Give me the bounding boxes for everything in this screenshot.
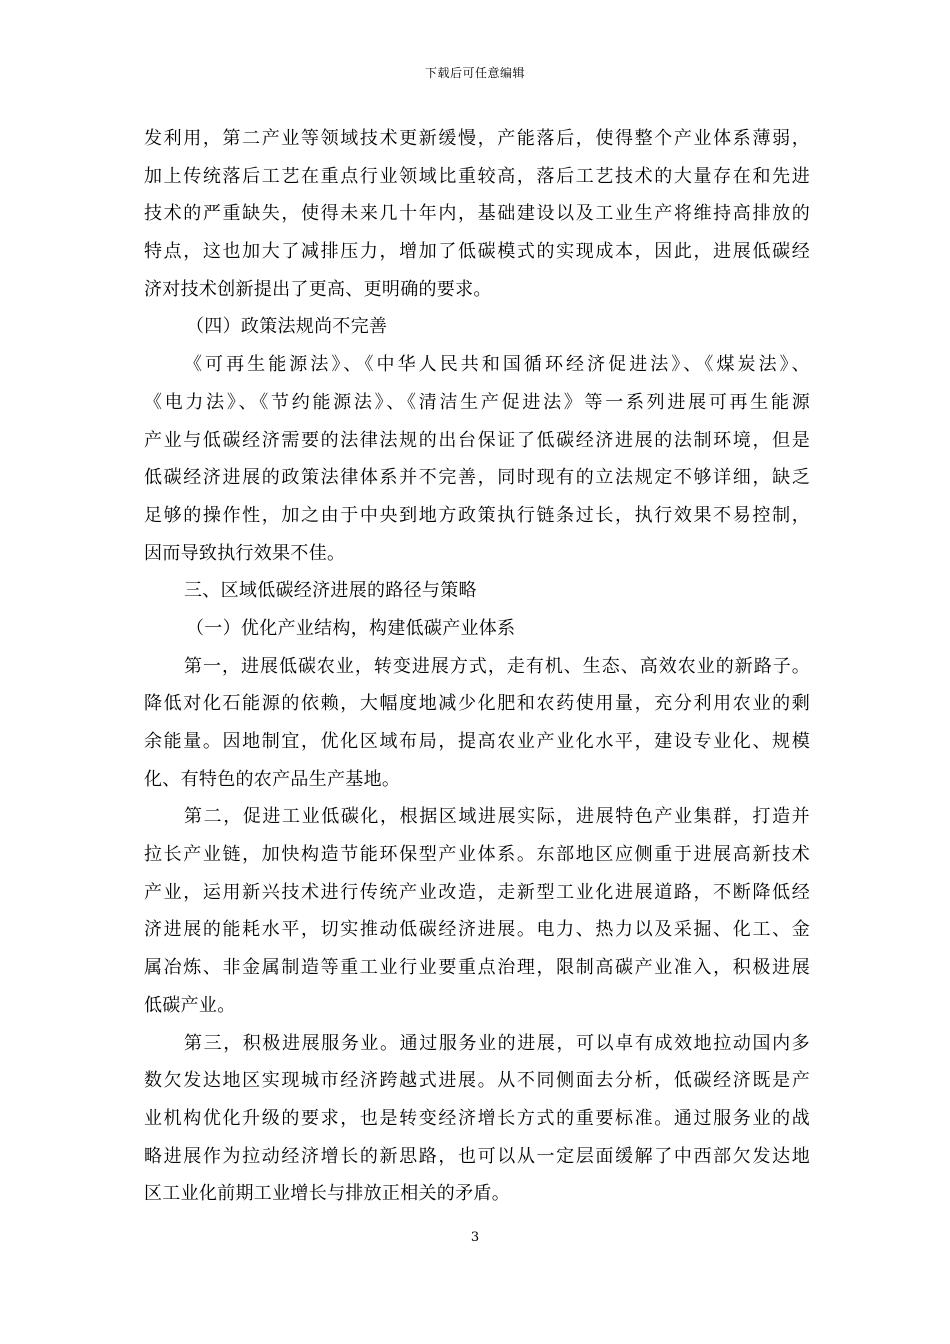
- text-line: 第一，进展低碳农业，转变进展方式，走有机、生态、高效农业的新路子。: [184, 655, 810, 677]
- text-line: 产业，运用新兴技术进行传统产业改造，走新型工业化进展道路，不断降低经: [144, 881, 810, 903]
- text-line: 《可再生能源法》、《中华人民共和国循环经济促进法》、《煤炭法》、: [184, 354, 810, 376]
- text-line: 属冶炼、非金属制造等重工业行业要重点治理，限制高碳产业准入，积极进展: [144, 957, 810, 979]
- page-header-note: 下载后可任意编辑: [424, 66, 525, 80]
- text-line: 发利用，第二产业等领域技术更新缓慢，产能落后，使得整个产业体系薄弱，: [144, 128, 810, 149]
- text-line: 济进展的能耗水平，切实推动低碳经济进展。电力、热力以及采掘、化工、金: [144, 919, 810, 941]
- text-line: 因而导致执行效果不佳。: [144, 542, 346, 564]
- page-number: 3: [470, 1230, 480, 1245]
- text-line: 降低对化石能源的依赖，大幅度地减少化肥和农药使用量，充分利用农业的剩: [144, 693, 810, 715]
- text-line: 产业与低碳经济需要的法律法规的出台保证了低碳经济进展的法制环境，但是: [144, 429, 810, 451]
- text-line: 数欠发达地区实现城市经济跨越式进展。从不同侧面去分析，低碳经济既是产: [144, 1070, 810, 1092]
- text-line: 区工业化前期工业增长与排放正相关的矛盾。: [144, 1183, 510, 1205]
- text-line: 第三，积极进展服务业。通过服务业的进展，可以卓有成效地拉动国内多: [184, 1032, 810, 1054]
- text-line: 济对技术创新提出了更高、更明确的要求。: [144, 278, 492, 300]
- text-line: 化、有特色的农产品生产基地。: [144, 768, 401, 790]
- text-line: 拉长产业链，加快构造节能环保型产业体系。东部地区应侧重于进展高新技术: [144, 844, 810, 866]
- text-line: （一）优化产业结构，构建低碳产业体系: [186, 617, 516, 639]
- text-line: 第二，促进工业低碳化，根据区域进展实际，进展特色产业集群，打造并: [184, 806, 810, 828]
- text-line: 《电力法》、《节约能源法》、《清洁生产促进法》等一系列进展可再生能源: [144, 391, 810, 413]
- text-line: 业机构优化升级的要求，也是转变经济增长方式的重要标准。通过服务业的战: [144, 1107, 810, 1129]
- text-line: 低碳产业。: [144, 994, 236, 1016]
- text-line: （四）政策法规尚不完善: [186, 316, 388, 338]
- text-line: 足够的操作性，加之由于中央到地方政策执行链条过长，执行效果不易控制，: [144, 504, 810, 526]
- text-line: 三、区域低碳经济进展的路径与策略: [184, 580, 477, 602]
- text-line: 特点，这也加大了减排压力，增加了低碳模式的实现成本，因此，进展低碳经: [144, 241, 810, 263]
- text-line: 余能量。因地制宜，优化区域布局，提高农业产业化水平，建设专业化、规模: [144, 731, 810, 752]
- text-line: 技术的严重缺失，使得未来几十年内，基础建设以及工业生产将维持高排放的: [144, 203, 810, 225]
- text-line: 加上传统落后工艺在重点行业领域比重较高，落后工艺技术的大量存在和先进: [144, 165, 810, 187]
- text-line: 略进展作为拉动经济增长的新思路，也可以从一定层面缓解了中西部欠发达地: [144, 1145, 810, 1167]
- text-line: 低碳经济进展的政策法律体系并不完善，同时现有的立法规定不够详细，缺乏: [144, 467, 810, 489]
- body-text: [144, 120, 810, 1213]
